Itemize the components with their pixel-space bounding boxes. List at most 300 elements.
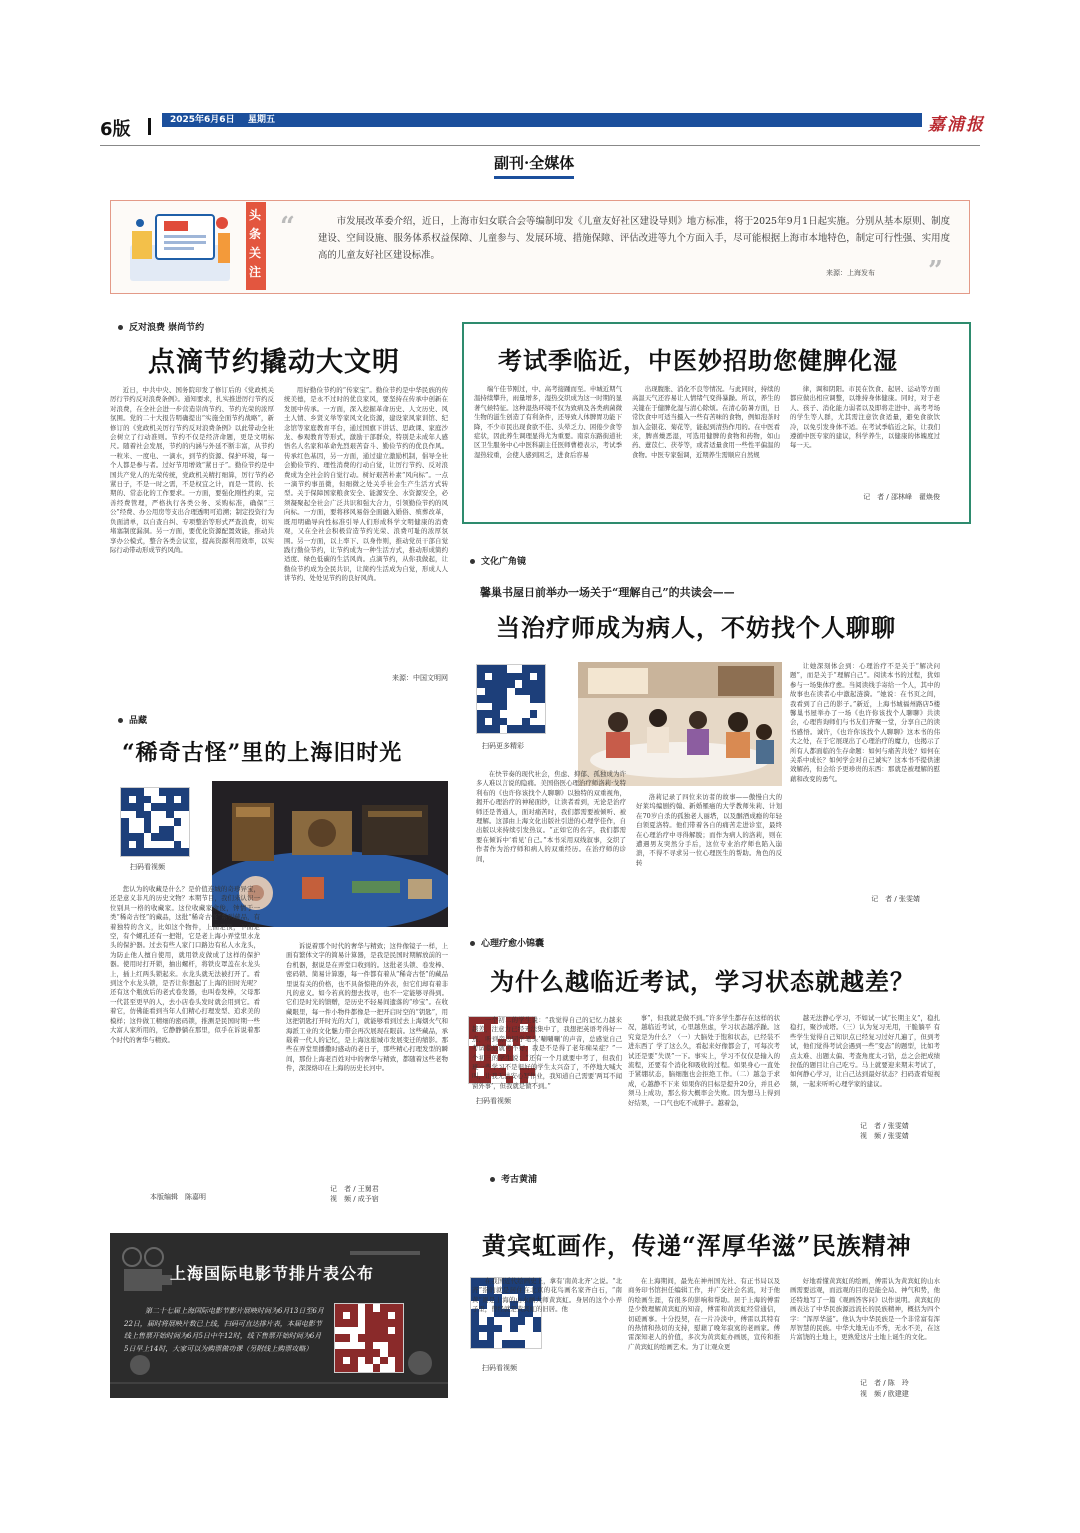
art4-title: 当治疗师成为病人，不妨找个人聊聊: [496, 613, 896, 642]
qr-module: [151, 803, 159, 811]
qr-module: [388, 1357, 396, 1365]
art1-title: 点滴节约撬动大文明: [148, 347, 400, 378]
qr-module: [485, 665, 493, 673]
qr-module: [174, 796, 182, 804]
qr-module: [343, 1349, 351, 1357]
qr-module: [485, 703, 493, 711]
qr-module: [129, 796, 137, 804]
qr-module: [537, 718, 545, 726]
qr-module: [159, 788, 167, 796]
qr-module: [136, 811, 144, 819]
qr-module: [485, 725, 493, 733]
qr-module: [515, 725, 523, 733]
qr-module: [358, 1349, 366, 1357]
qr-module: [537, 710, 545, 718]
qr-module: [181, 803, 189, 811]
qr-module: [151, 796, 159, 804]
qr-module: [144, 788, 152, 796]
qr-module: [380, 1327, 388, 1335]
banner-text: 市发展改革委介绍，近日，上海市妇女联合会等编制印发《儿童友好社区建设导则》地方标准，将于2025年9月1日起实施。分别从基本原则、制度建设、空间设施、服务体系权益保障、儿童参与、发展环境、措施保障、评估改进等九个方面入手，尽可能根据上海市本地特色，制定可行性强、实用度高的儿童友好社区建设标准。: [318, 216, 950, 261]
qr-module: [477, 725, 485, 733]
qr-module: [388, 1319, 396, 1327]
qr-module: [136, 803, 144, 811]
art5-col3: 越无法静心学习，不如试一试“长期主义”，稳扎稳打，聚沙成塔。（三）认为复习无用，干脆躺平 有些学生觉得自己知识点已经复习过好几遍了，但到考试，他们觉得考试会遇到一些“变态”的题型，比如考点太难、出题太偏、考查角度太刁钻，总之会把成绩拉低的题目让自己吃亏。马上就要迎来期末考试了，如何静心学习，让自己达到最好状态？扫码查看短视频，一起来听听心理学家的建议。: [790, 1014, 940, 1088]
art2-reporter: 记 者 / 王舅君: [330, 1185, 379, 1193]
film-camera-icon: [120, 1235, 121, 1236]
art6-reporter: 记 者 / 陈 玲: [860, 1379, 909, 1387]
qr-module: [151, 826, 159, 834]
qr-module: [492, 665, 500, 673]
page-number-bar: [148, 118, 151, 135]
qr-module: [492, 710, 500, 718]
art6-tag-text: 考古黄浦: [501, 1175, 538, 1185]
qr-module: [537, 673, 545, 681]
qr-module: [500, 718, 508, 726]
qr-module: [537, 695, 545, 703]
qr-module: [507, 695, 515, 703]
film-qr-code[interactable]: [334, 1303, 404, 1373]
qr-module: [174, 826, 182, 834]
qr-module: [159, 796, 167, 804]
art5-qr-caption: 扫码看视频: [476, 1097, 511, 1105]
art6-col2: 在上海期间，最先在神州国光社、有正书局以及商务印书馆担任编辑工作，并广交社会名流，对于他的绘画生涯，有很多的影响和帮助。居于上海的傅雷是少数理解黄宾虹的知音，傅雷和黄宾虹经常通信，切磋画事。十分投契，在一片冷淡中，傅雷以其特有的热情和热切的支持，慰藉了晚年寂寞的老画家。傅雷深知老人的价值，多次为黄宾虹办画展，宣传和推广黄宾虹的绘画艺术。为了让观众更: [628, 1277, 780, 1351]
qr-module: [144, 811, 152, 819]
qr-module: [121, 788, 129, 796]
qr-module: [395, 1334, 403, 1342]
qr-module: [151, 833, 159, 841]
qr-module: [477, 688, 485, 696]
qr-module: [144, 826, 152, 834]
qr-module: [388, 1327, 396, 1335]
qr-module: [151, 841, 159, 849]
qr-module: [136, 841, 144, 849]
art5-col2: 事”，但我就是做不到。”许多学生都存在这样的状况，越临近考试，心里越焦虑，学习状态越浮躁。这究竟是为什么？（一）大脑处于饱和状态，已经装不进东西了 学了这么久，看起来好像都会了，可每次考试还是要“失误”一下。事实上，学习不仅仅是输入的流程，还要有个消化和吸收的过程。如果身心一直处于紧绷状态，脑细胞也会拒绝工作。（二）越急于求成，心越静不下来 如果你的目标是提升20分，并且必须马上成功，那么你大概率会失败。因为想马上得到好结果，一口气也吃不成胖子。越着急，: [628, 1014, 780, 1107]
qr-module: [358, 1342, 366, 1350]
qr-module: [365, 1312, 373, 1320]
film-ad[interactable]: [110, 1233, 448, 1398]
qr-module: [151, 788, 159, 796]
qr-module: [121, 848, 129, 856]
qr-module: [136, 848, 144, 856]
qr-module: [350, 1319, 358, 1327]
qr-module: [380, 1334, 388, 1342]
qr-module: [522, 710, 530, 718]
qr-module: [373, 1357, 381, 1365]
art5-col1: 一个初二的学生说：“我觉得自己的记忆力越来越差，注意力已经无法集中了，我想把英语考得好一点，听到旁边同学笔头‘唰唰唰’的声音，总感觉自己考试临近就考不好，我是不是得了老年痴呆症？”一个初三的学生说：“还有一个月就要中考了，但我们班一些学习不是很好的学生太兴奋了，不停地大喊大叫，让我无法安心写作业，我知道自己需要‘两耳不闻窗外事’，但我就是做不到。”: [472, 1016, 622, 1090]
art5-tag: [470, 936, 544, 949]
qr-module: [181, 796, 189, 804]
qr-module: [129, 803, 137, 811]
art3-col2: 出现腹胀、消化不良等情况。与此同时，持续的高温天气还容易让人情绪气变得暴躁。所以，养生的关键在于健脾化湿与清心除烦。在清心防暑方面，日常饮食中可适当摄入一些有苦味的食物，例如泡茶时加入金银花、菊花等，能起到清热作用的。在中医看来，脾喜燥恶湿，可选用健脾的食物和药物，如山药、薏苡仁、茯苓等，或者适量食用一些性平偏温的食物。中医专家强调，近期养生需顺应自然规: [632, 385, 780, 459]
qr-module: [477, 665, 485, 673]
qr-module: [159, 803, 167, 811]
qr-module: [144, 803, 152, 811]
qr-module: [373, 1327, 381, 1335]
banner-illustration: [118, 205, 242, 287]
qr-module: [388, 1364, 396, 1372]
art2-title: “稀奇古怪”里的上海旧时光: [122, 740, 403, 766]
qr-module: [166, 803, 174, 811]
qr-module: [343, 1357, 351, 1365]
qr-module: [350, 1342, 358, 1350]
qr-module: [522, 695, 530, 703]
qr-module: [530, 695, 538, 703]
qr-module: [537, 665, 545, 673]
open-quote-icon: “: [280, 212, 295, 242]
qr-module: [365, 1342, 373, 1350]
qr-module: [395, 1319, 403, 1327]
qr-module: [373, 1312, 381, 1320]
qr-module: [537, 703, 545, 711]
qr-module: [373, 1304, 381, 1312]
qr-module: [477, 703, 485, 711]
qr-module: [522, 688, 530, 696]
qr-module: [358, 1319, 366, 1327]
qr-module: [335, 1319, 343, 1327]
qr-module: [373, 1334, 381, 1342]
art4-tag-text: 文化广角镜: [481, 557, 527, 567]
qr-module: [485, 718, 493, 726]
art3-col3: 律，调和阴阳。市民在饮食、起居、运动等方面都应做出相应调整，以维持身体健康。同时，对于老人、孩子、消化能力弱者以及即将走进中、高考考场的学生等人群，尤其需注意饮食适量，避免食欲饮冷，以免引发身体不适。在考试季临近之际，让我们遵循中医专家的建议，科学养生，以健康的体魄度过每一天。: [790, 385, 940, 450]
art2-tag: [118, 713, 147, 726]
qr-module: [166, 848, 174, 856]
qr-module: [477, 718, 485, 726]
qr-module: [335, 1312, 343, 1320]
qr-module: [522, 725, 530, 733]
qr-module: [485, 673, 493, 681]
qr-module: [515, 665, 523, 673]
qr-module: [395, 1342, 403, 1350]
qr-module: [500, 725, 508, 733]
art4-qr-code[interactable]: [476, 664, 546, 734]
qr-module: [515, 688, 523, 696]
qr-module: [507, 703, 515, 711]
qr-module: [358, 1364, 366, 1372]
qr-module: [500, 710, 508, 718]
art3-title: 考试季临近，中医妙招助您健脾化湿: [498, 346, 898, 375]
qr-module: [166, 788, 174, 796]
qr-module: [515, 695, 523, 703]
qr-module: [485, 710, 493, 718]
art4-qr-caption: 扫码更多精彩: [482, 742, 524, 750]
qr-module: [335, 1357, 343, 1365]
art1-source: 来源：中国文明网: [392, 674, 448, 682]
qr-module: [395, 1327, 403, 1335]
art5-tag-text: 心理疗愈小锦囊: [481, 939, 545, 949]
qr-module: [129, 848, 137, 856]
qr-module: [159, 841, 167, 849]
qr-module: [388, 1349, 396, 1357]
qr-module: [166, 841, 174, 849]
qr-module: [129, 788, 137, 796]
art2-qr-caption: 扫码看视频: [130, 863, 165, 871]
art6-tag: [490, 1172, 537, 1185]
qr-module: [159, 848, 167, 856]
art6-qr-caption: 扫码看视频: [482, 1364, 517, 1372]
art1-col1: 近日，中共中央、国务院印发了修订后的《党政机关厉行节约反对浪费条例》。通知要求，扎实推进厉行节约反对浪费，在全社会进一步营造崇尚节约、节约光荣的浓厚氛围。党的二十大报告明确提出“实施全面节约战略”，新修订的《党政机关厉行节约反对浪费条例》以此带动全社会树立了行动准则。节约不仅是经济命题，更是文明标尺。随着社会发展，节约的内涵与外延不断丰富，从节约一粒米、一度电、一滴水，到节约资源、保护环境，每一个人都是参与者。过好节用增效“紧日子”。勤俭节约是中国共产党人的光荣传统，党政机关精打细算，厉行节约必紧日子，不是一时之需，不是权宜之计，而是一贯的、长期的、常态化的工作要求。一方面，要强化刚性约束，完善经费管理，严格执行各类公务、采购标准，确保“三公”经费、办公用房等支出合理透明可追溯；制定投资行为负面清单，以自查自纠、专项整治等形式严查浪费，切实堵塞制度漏洞。另一方面，要优化资源配置效能，推动共享办公模式，整合各类会议室，提高资源利用效率，以实际行动带动形成节约风尚。: [110, 386, 274, 554]
art4-col2: 洛莉记录了四位来访者的故事——傲慢自大的好莱坞编剧约翰、新婚罹癌的大学教师朱莉、计划在70岁自杀的孤独老人丽塔，以及酗酒成瘾的年轻白领夏洛特。他们带着各自的痛苦走进诊室，最终在心理治疗中寻得解脱；而作为病人的洛莉，则在遭遇男友突然分手后，这位专业治疗师也陷入崩溃，不得不寻求另一位心理医生的帮助。角色的反转: [636, 793, 782, 867]
page-number: 6版: [100, 119, 131, 140]
qr-module: [515, 710, 523, 718]
qr-module: [181, 848, 189, 856]
qr-module: [395, 1357, 403, 1365]
qr-module: [343, 1319, 351, 1327]
qr-module: [181, 833, 189, 841]
qr-module: [136, 826, 144, 834]
art4-photo: [578, 662, 782, 786]
qr-module: [121, 818, 129, 826]
header-rule: [100, 145, 980, 146]
art6-title: 黄宾虹画作，传递“浑厚华滋”民族精神: [482, 1231, 912, 1260]
qr-module: [365, 1334, 373, 1342]
qr-module: [121, 796, 129, 804]
qr-module: [537, 688, 545, 696]
art5-title: 为什么越临近考试，学习状态就越差？: [490, 967, 915, 996]
qr-module: [350, 1349, 358, 1357]
qr-module: [129, 833, 137, 841]
qr-module: [388, 1304, 396, 1312]
qr-module: [144, 833, 152, 841]
qr-module: [530, 680, 538, 688]
film-ad-body: 第二十七届上海国际电影节影片展映时间为6月13日至6月22日，届时将展映片数已上线，扫码可直达排片表，本届电影节线上售票开始时间为6月5日中午12时，线下售票开始时间为6月5日早上14时，大家可以为购票做功课（另附线上购票攻略）: [124, 1307, 324, 1353]
qr-module: [174, 803, 182, 811]
qr-module: [515, 718, 523, 726]
qr-module: [500, 680, 508, 688]
qr-module: [530, 703, 538, 711]
qr-module: [477, 673, 485, 681]
tag-dot-icon: [118, 718, 123, 723]
qr-module: [477, 710, 485, 718]
qr-module: [121, 841, 129, 849]
qr-module: [358, 1334, 366, 1342]
qr-module: [380, 1312, 388, 1320]
qr-module: [350, 1304, 358, 1312]
qr-module: [395, 1349, 403, 1357]
qr-module: [335, 1334, 343, 1342]
qr-module: [358, 1327, 366, 1335]
qr-module: [388, 1312, 396, 1320]
banner-source: 来源：上海发布: [826, 269, 875, 277]
qr-module: [144, 796, 152, 804]
qr-module: [181, 811, 189, 819]
qr-module: [151, 818, 159, 826]
qr-module: [492, 718, 500, 726]
art4-reporter: 记 者 / 张雯婧: [871, 895, 920, 903]
tag-dot-icon: [470, 941, 475, 946]
art4-col1: 在快节奏的现代社会，焦虑、抑郁、孤独成为许多人难以言说的隐痛。美国俗医心理治疗师洛莉·戈特利布的《也许你该找个人聊聊》以独特的双重视角，揭开心理治疗的神秘面纱，让读者看到，无论是治疗师还是普通人，面对痛苦时，我们都需要被倾听、被理解。这部由上海文化出版社引进的心理学佳作，自出版以来持续引发热议。“正如它的名字，我们都需要在倾诉中‘看见’自己。”本书采用双线叙事，交织了作者作为治疗师和病人的双重经历。在治疗师的诊间，: [476, 770, 626, 863]
qr-module: [166, 826, 174, 834]
qr-module: [492, 688, 500, 696]
qr-module: [530, 710, 538, 718]
qr-module: [174, 818, 182, 826]
art3-col1: 端午佳节刚过，中、高考接踵而至。申城近期气温持续攀升，雨量增多，湿热交织成为这一时期的显著气候特征。这种湿热环境不仅为致病及各类病菌微生物的滋生创造了有利条件，还导致人体脾胃功能下降，不少市民出现食欲不佳、头晕乏力、困倦少食等症状，因此养生调理显得尤为重要。南京东路街道社区卫生服务中心中医科副主任医师曹橙表示，考试季湿热较重，会使人感到困乏，进食后容易: [474, 385, 622, 459]
qr-module: [380, 1319, 388, 1327]
qr-module: [121, 811, 129, 819]
qr-module: [166, 796, 174, 804]
qr-module: [492, 680, 500, 688]
qr-module: [522, 673, 530, 681]
qr-module: [343, 1304, 351, 1312]
art1-tag-text: 反对浪费 崇尚节约: [129, 323, 205, 333]
art6-video: 视 频 / 欧建建: [860, 1390, 909, 1398]
issue-weekday: 星期五: [248, 115, 276, 125]
qr-module: [136, 796, 144, 804]
qr-module: [335, 1349, 343, 1357]
section-title: 副刊·全媒体: [494, 152, 574, 179]
art5-reporter: 记 者 / 张雯婧: [860, 1122, 909, 1130]
qr-module: [159, 833, 167, 841]
qr-module: [522, 703, 530, 711]
close-quote-icon: ”: [928, 256, 943, 286]
qr-module: [335, 1364, 343, 1372]
qr-module: [350, 1327, 358, 1335]
qr-module: [350, 1334, 358, 1342]
qr-module: [159, 811, 167, 819]
qr-module: [343, 1312, 351, 1320]
qr-module: [174, 788, 182, 796]
qr-module: [181, 826, 189, 834]
masthead-logo: 嘉浦报: [928, 115, 985, 135]
qr-module: [507, 710, 515, 718]
qr-module: [365, 1304, 373, 1312]
qr-module: [365, 1319, 373, 1327]
qr-module: [537, 725, 545, 733]
qr-module: [365, 1349, 373, 1357]
qr-module: [136, 818, 144, 826]
qr-module: [358, 1357, 366, 1365]
qr-module: [395, 1312, 403, 1320]
qr-module: [151, 811, 159, 819]
qr-module: [380, 1349, 388, 1357]
art2-col1: 您认为的收藏是什么？是价值连城的奇珍异宝，还是意义非凡的历史文物？本期节目，我们来认识一位别具一格的收藏家。这位收藏家俞俊，钟情于一类“稀奇古怪”的藏品，这批“稀奇古怪”系列藏品，有着独特的含义，比如这个物件，上面是顶，下面是空，有个螺孔还有一把钳，它是老上海小弄堂里水龙头的保护器。过去有些人家门口路边有私人水龙头，为防止他人擅自使用，就用铁皮做成了这样的保护器。使用时打开锁，抽出螺杆，将铁皮罩盖在水龙头上，插上红两头锁起来。水龙头就无法被打开了。看到这个水龙头锁，是否让你想起了上海的旧时光呢？还有这个瓶放后的老式卷发器，也叫卷发棒，父母那一代甚至更早的人，去小店卷头发时就会用到它。看着它，仿佛能看到当年人们精心打理发型、追求美的模样；这件做工精细的密码锁，推测是民国时期一些大富人家所用的，它静静躺在那里，似乎在诉说着那个时代的奢华与精致。: [110, 885, 260, 1044]
qr-module: [343, 1342, 351, 1350]
qr-module: [343, 1364, 351, 1372]
art1-tag: [118, 320, 204, 333]
issue-date: 2025年6月6日: [170, 115, 235, 125]
qr-module: [129, 811, 137, 819]
qr-module: [335, 1327, 343, 1335]
qr-module: [500, 703, 508, 711]
qr-module: [380, 1342, 388, 1350]
qr-module: [507, 680, 515, 688]
qr-module: [129, 818, 137, 826]
qr-module: [395, 1304, 403, 1312]
qr-module: [380, 1357, 388, 1365]
qr-module: [358, 1312, 366, 1320]
qr-module: [507, 725, 515, 733]
header-band: [162, 113, 922, 127]
qr-module: [136, 788, 144, 796]
qr-module: [373, 1349, 381, 1357]
qr-module: [515, 703, 523, 711]
tag-dot-icon: [490, 1177, 495, 1182]
qr-module: [335, 1304, 343, 1312]
qr-module: [129, 841, 137, 849]
qr-module: [174, 848, 182, 856]
qr-module: [365, 1327, 373, 1335]
qr-module: [530, 725, 538, 733]
art1-col2: 用好勤俭节约的“传家宝”。勤俭节约是中华民族的传统美德，是永不过时的优良家风，要坚持在传承中创新在发展中传承。一方面，深入挖掘革命历史、人文历史、风土人情、乡贤义举等家风文化资源，建设家风家训馆、纪念馆等家庭教育平台，通过国旗下讲话、思政课、家庭沙龙、参观教育等形式，激励干部群众，特别是未成年人感悟名人名家和革命先烈艰苦奋斗、勤俭节约的优良作风。传承红色基因，另一方面，通过建立激励机制，倡导全社会勤俭节约、理性消费的行动自觉，让厉行节约、反对浪费成为全社会的自觉行动。树好艰苦朴素“风向标”。一点一滴节约事虽微，但细微之处关乎社会生产生活方式转型。关于保障国家粮食安全、能源安全、水资源安全，必须凝聚起全社会广泛共识和强大合力，引领勤俭节约的风向标。一方面，要将移风易俗全面融入婚俗、殡葬改革，既用明确导向性标准引导人们形成科学文明健康的消费观，又在全社会积极营造节约光荣、浪费可耻的浓厚氛围。另一方面，以上率下、以身作则，推动党员干部自觉践行勤俭节约，让节约成为一种生活方式，推动形成简约适度、绿色低碳的生活风尚。点滴节约，从你我做起，让勤俭节约成为全民共识，让简约生活成为自觉，形成人人讲节约、处处见节约的良好风尚。: [284, 386, 448, 583]
qr-module: [380, 1304, 388, 1312]
art5-video: 视 频 / 张雯婧: [860, 1132, 909, 1140]
qr-module: [159, 826, 167, 834]
qr-module: [350, 1364, 358, 1372]
qr-module: [537, 680, 545, 688]
qr-module: [395, 1364, 403, 1372]
qr-module: [492, 673, 500, 681]
qr-module: [166, 811, 174, 819]
qr-module: [121, 833, 129, 841]
qr-module: [477, 680, 485, 688]
art3-reporter: 记 者 / 邵林峰 翟焕俊: [863, 493, 940, 501]
qr-module: [174, 833, 182, 841]
art6-col3: 好地看懂黄宾虹的绘画，傅雷认为黄宾虹的山水画需要远观，而远观的目的是能全局、神气和势，他还特地写了一篇《观画答客问》以作说明。黄宾虹的画表达了中华民族源远流长的民族精神，概括为四个字：“浑厚华滋”。他认为中华民族是一个非常富有浑厚智慧的民族。中华大地无山不秀，无水不美，在这片富饶的土地上，更熟爱这片土地上诞生的文化。: [790, 1277, 940, 1342]
qr-module: [530, 665, 538, 673]
qr-module: [343, 1334, 351, 1342]
qr-module: [121, 826, 129, 834]
qr-module: [530, 673, 538, 681]
qr-module: [507, 673, 515, 681]
art2-video: 视 频 / 成予宿: [330, 1195, 379, 1203]
qr-module: [181, 818, 189, 826]
qr-module: [492, 725, 500, 733]
qr-module: [388, 1334, 396, 1342]
qr-module: [507, 688, 515, 696]
qr-module: [129, 826, 137, 834]
qr-module: [522, 665, 530, 673]
qr-module: [492, 703, 500, 711]
qr-module: [507, 718, 515, 726]
qr-module: [373, 1342, 381, 1350]
qr-module: [530, 718, 538, 726]
qr-module: [121, 803, 129, 811]
art4-tag: [470, 554, 526, 567]
art2-col2: 诉说着那个时代的奢华与精致；这件像镜子一样，上面有繁体文字的简易计算器，是我是民国时期解放前的一台机器，据说是在弄堂口收到的。这批老头锁、卷发棒、密码锁、简易计算器，每一件都有着从“稀奇古怪”的藏品里说有关的价格，也不具备惊艳的外表，但它们却有着非凡的意义。如今若真的想去找寻，也不一定能够寻得到。它们是时光的馈赠，是历史不轻易间遗落的“珍宝”。在收藏眼里，每一件小物件都像是一把开启时空的“钥匙”，用这把钥匙打开时光的大门，就能够看到过去上海烟火气和海派工业的文化魅力带会再次展现在眼前。这些藏品，承载着一代人的记忆，是上海这座城市发展变迁的缩影。那些在弄堂里播撒时感动的老日子，那些精心打理发型的瞬间，那份上海老百姓对中的奢华与精致，都随着这些老物件，深深烙印在上海的历史长河中。: [286, 942, 448, 1073]
qr-module: [500, 665, 508, 673]
banner-label: 头条关注: [249, 208, 262, 279]
qr-module: [530, 688, 538, 696]
qr-module: [159, 818, 167, 826]
qr-module: [522, 680, 530, 688]
qr-module: [144, 841, 152, 849]
qr-module: [373, 1364, 381, 1372]
qr-module: [358, 1304, 366, 1312]
qr-module: [515, 673, 523, 681]
qr-module: [151, 848, 159, 856]
qr-module: [485, 695, 493, 703]
tag-dot-icon: [118, 325, 123, 330]
qr-module: [500, 695, 508, 703]
qr-module: [144, 818, 152, 826]
qr-module: [388, 1342, 396, 1350]
qr-module: [507, 665, 515, 673]
qr-module: [365, 1357, 373, 1365]
art2-tag-text: 品藏: [129, 716, 148, 726]
qr-module: [485, 680, 493, 688]
qr-module: [343, 1327, 351, 1335]
qr-module: [477, 695, 485, 703]
qr-module: [500, 673, 508, 681]
qr-module: [350, 1312, 358, 1320]
tag-dot-icon: [470, 559, 475, 564]
qr-module: [492, 695, 500, 703]
art4-col3: 让她深刻体会到：心理治疗不是关于“解决问题”，而是关于“理解自己”。阅读本书的过程，犹如参与一场集体疗愈。当阅读线手寄给一个人，其中的故事也在读者心中激起涟漪。“她说：在书页之间，我看到了自己的影子。”新近，上海书城福州路店5楼馨巢书屋举办了一场《也许你该找个人聊聊》共读会，心理咨询师们与书友们齐聚一堂，分享自己的读书感悟。诚许，《也许你该找个人聊聊》这本书的伟大之处，在于它展现出了心理治疗的魔力，也揭示了所有人都面临的生存命题：如何与痛苦共处？如何在关系中成长？如何学会对自己诚实？这本书不提供速效解药，但会给予更珍贵的东西：那就是被理解的慰藉和改变的勇气。: [790, 662, 940, 783]
qr-module: [181, 788, 189, 796]
qr-module: [500, 688, 508, 696]
qr-module: [373, 1319, 381, 1327]
qr-module: [174, 841, 182, 849]
art2-qr-code[interactable]: [120, 787, 190, 857]
